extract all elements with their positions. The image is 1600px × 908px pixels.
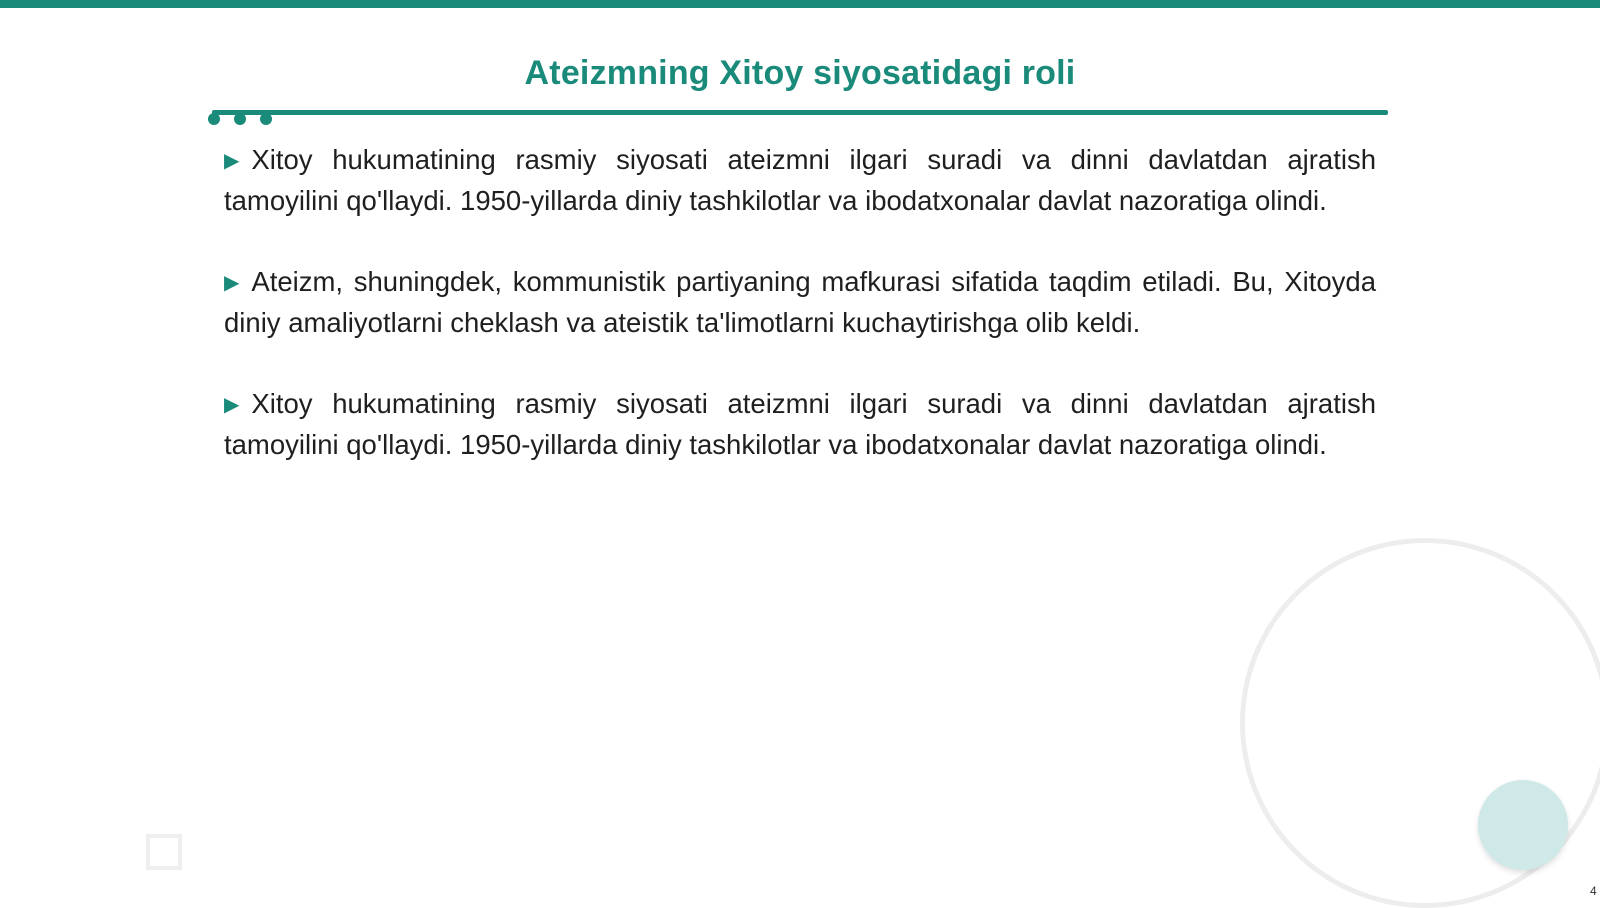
bullet-text: Ateizm, shuningdek, kommunistik partiyaning mafkurasi sifatida taqdim etiladi. Bu, Xitoyda diniy amaliyotlarni cheklash va ateistik ta'limotlarni kuchaytirishga olib keldi. <box>224 266 1376 338</box>
decorative-dot <box>260 113 272 125</box>
triangle-bullet-icon: ▶ <box>224 394 240 416</box>
decorative-circle <box>1478 780 1568 870</box>
triangle-bullet-icon: ▶ <box>224 150 240 172</box>
bullet-item <box>224 384 1376 465</box>
page-number: 4 <box>1590 884 1597 898</box>
bullet-item <box>224 140 1376 221</box>
slide-title: Ateizmning Xitoy siyosatidagi roli <box>524 54 1076 92</box>
title-underline <box>212 110 1388 115</box>
decorative-dot <box>234 113 246 125</box>
triangle-bullet-icon: ▶ <box>224 272 240 294</box>
decorative-square <box>146 834 182 870</box>
top-accent-bar <box>0 0 1600 8</box>
bullet-list <box>224 140 1376 506</box>
bullet-text: Xitoy hukumatining rasmiy siyosati ateizmni ilgari suradi va dinni davlatdan ajratish tamoyilini qo'llaydi. 1950-yillarda diniy tashkilotlar va ibodatxonalar davlat nazoratiga olindi. <box>224 388 1376 460</box>
bullet-text: Xitoy hukumatining rasmiy siyosati ateizmni ilgari suradi va dinni davlatdan ajratish tamoyilini qo'llaydi. 1950-yillarda diniy tashkilotlar va ibodatxonalar davlat nazoratiga olindi. <box>224 144 1376 216</box>
bullet-item <box>224 262 1376 343</box>
decorative-dot <box>208 113 220 125</box>
